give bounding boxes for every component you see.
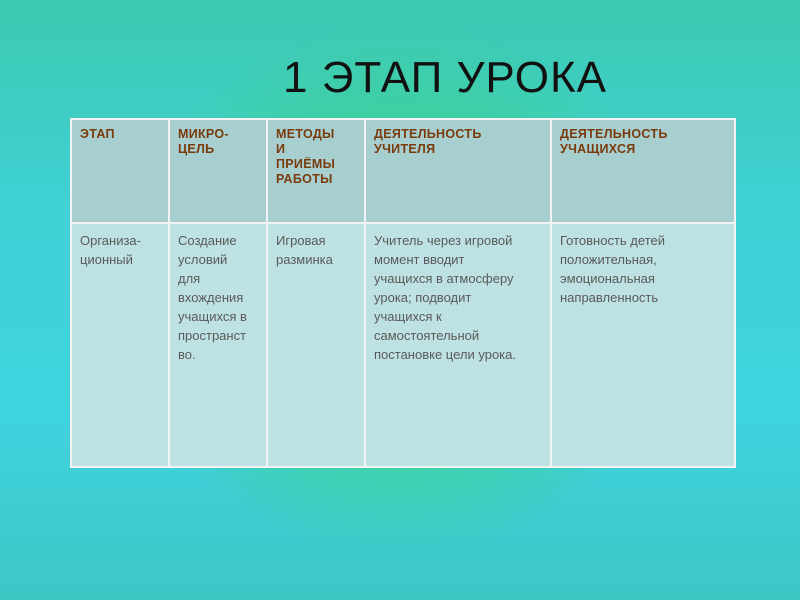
header-student-activity <box>551 119 735 223</box>
cell-student-activity-text: Готовность детей положительная, эмоциональная направленность <box>560 233 665 305</box>
table-row <box>71 223 735 467</box>
header-teacher-activity-label: ДЕЯТЕЛЬНОСТЬ УЧИТЕЛЯ <box>374 127 482 156</box>
cell-stage-text: Организа- ционный <box>80 233 141 267</box>
header-micro-goal <box>169 119 267 223</box>
cell-teacher-activity-text: Учитель через игровой момент вводит учащихся в атмосферу урока; подводит учащихся к самостоятельной постановке цели урока. <box>374 233 516 362</box>
header-student-activity-label: ДЕЯТЕЛЬНОСТЬ УЧАЩИХСЯ <box>560 127 668 156</box>
cell-stage <box>71 223 169 467</box>
header-methods <box>267 119 365 223</box>
header-teacher-activity <box>365 119 551 223</box>
header-micro-goal-label: МИКРО- ЦЕЛЬ <box>178 127 229 156</box>
table-header-row <box>71 119 735 223</box>
slide-title: 1 ЭТАП УРОКА <box>283 53 607 102</box>
lesson-stage-table <box>70 118 736 468</box>
cell-micro-goal-text: Создание условий для вхождения учащихся в пространст во. <box>178 233 247 362</box>
cell-student-activity <box>551 223 735 467</box>
cell-micro-goal <box>169 223 267 467</box>
header-stage-label: ЭТАП <box>80 127 115 141</box>
cell-teacher-activity <box>365 223 551 467</box>
lesson-stage-table-container <box>70 118 734 466</box>
cell-methods <box>267 223 365 467</box>
cell-methods-text: Игровая разминка <box>276 233 333 267</box>
header-methods-label: МЕТОДЫ И ПРИЁМЫ РАБОТЫ <box>276 127 336 186</box>
header-stage <box>71 119 169 223</box>
